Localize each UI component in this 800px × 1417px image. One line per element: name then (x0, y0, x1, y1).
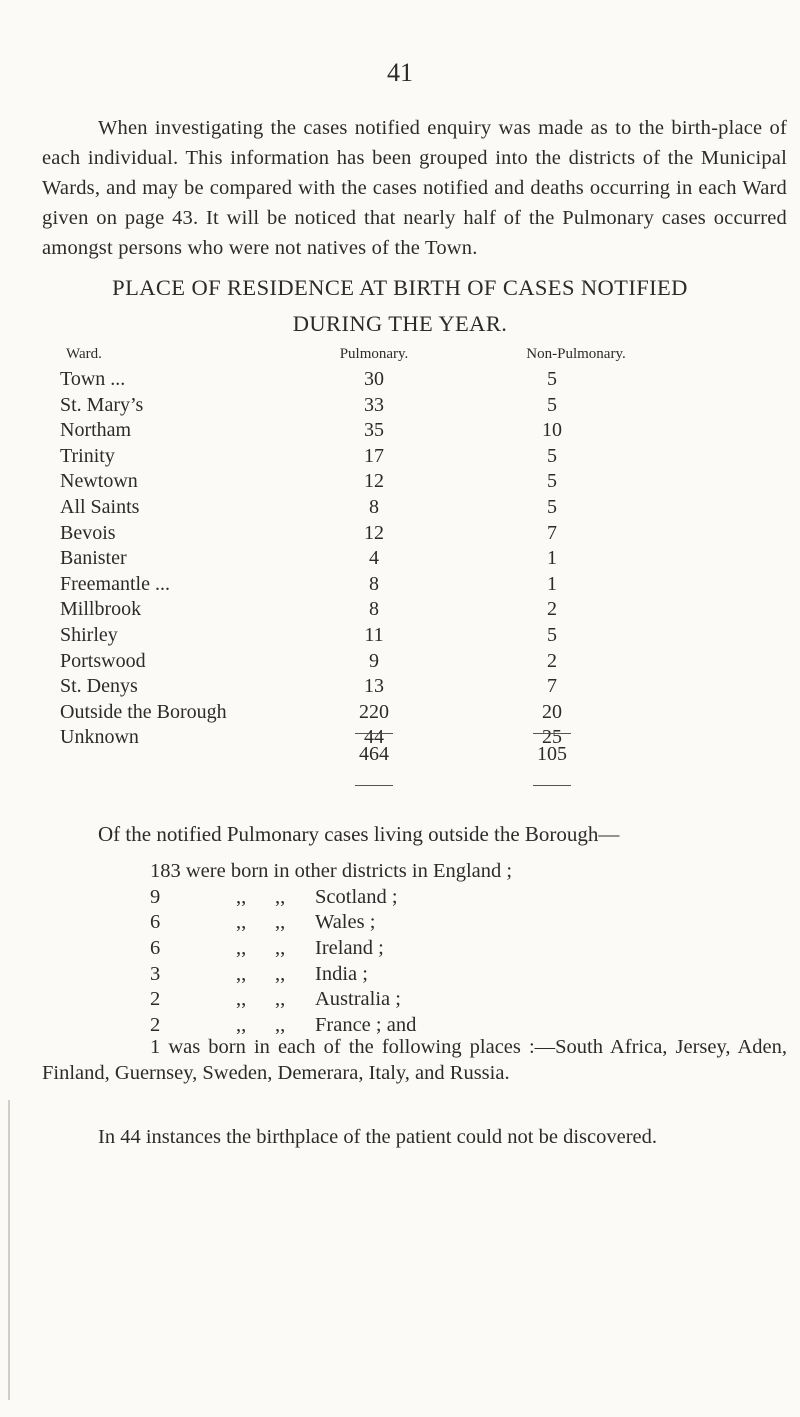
birthplace-name: France ; and (315, 1014, 417, 1037)
non-pulmonary-count: 5 (547, 470, 557, 493)
ward-name: St. Mary’s (60, 393, 144, 416)
non-pulmonary-count: 1 (547, 547, 557, 570)
pulmonary-count: 8 (369, 495, 379, 518)
birthplace-count: 9 (150, 885, 161, 908)
ward-name: Freemantle ... (60, 572, 170, 595)
pulmonary-count: 9 (369, 649, 379, 672)
non-pulmonary-count: 5 (547, 368, 557, 390)
non-pulmonary-count: 2 (547, 649, 557, 672)
page-number: 41 (387, 58, 413, 87)
intro-paragraph: When investigating the cases notified enquiry was made as to the birth-place of each individual. This information has been grouped into the districts of the Municipal Wards, and may be compared with the cases notified and deaths occurring in each Ward given on page 43. It will be noticed that nearly half of the Pulmonary cases occurred amongst persons who were not natives of the Town. (42, 117, 787, 259)
header-non-pulmonary: Non-Pulmonary. (526, 346, 626, 362)
outside-borough-paragraph: Of the notified Pulmonary cases living outside the Borough— (98, 822, 620, 846)
pulmonary-count: 220 (359, 700, 389, 723)
pulmonary-count: 44 (364, 726, 384, 749)
birthplace-count: 3 (150, 962, 161, 985)
pulmonary-rule-bottom (355, 785, 393, 786)
pulmonary-count: 33 (364, 393, 384, 416)
ditto-mark: ,, (236, 911, 247, 934)
non-pulmonary-count: 5 (547, 444, 557, 467)
pulmonary-count: 11 (364, 623, 384, 646)
birthplace-item-england: 183 were born in other districts in England ; (150, 860, 513, 882)
birthplace-item (150, 911, 512, 937)
non-pulmonary-count: 7 (547, 675, 557, 698)
non-pulmonary-count: 1 (547, 572, 557, 595)
table-header-row (60, 346, 780, 368)
table-row (60, 496, 780, 522)
ward-name: Town ... (60, 368, 126, 390)
non-pulmonary-count: 2 (547, 598, 557, 621)
table-row (60, 368, 780, 394)
non-pulmonary-count: 10 (542, 419, 562, 442)
non-pulmonary-count: 25 (542, 726, 562, 749)
ditto-mark: ,, (236, 988, 247, 1011)
birthplace-count: 2 (150, 1014, 161, 1037)
pulmonary-rule-top (355, 733, 393, 734)
birthplace-name: India ; (315, 962, 368, 985)
non-pulmonary-count: 20 (542, 700, 562, 723)
table-row (60, 419, 780, 445)
ditto-mark: ,, (236, 937, 247, 960)
birthplace-table (60, 346, 780, 752)
ward-name: Outside the Borough (60, 700, 227, 723)
pulmonary-count: 13 (364, 675, 384, 698)
table-row (60, 445, 780, 471)
non-pulmonary-count: 5 (547, 495, 557, 518)
ward-name: Northam (60, 419, 132, 442)
birthplace-item (150, 886, 512, 912)
ward-name: Portswood (60, 649, 146, 672)
pulmonary-count: 4 (369, 547, 379, 570)
birthplace-count: 6 (150, 937, 161, 960)
table-row (60, 394, 780, 420)
ditto-mark: ,, (236, 962, 247, 985)
table-subheading: DURING THE YEAR. (292, 311, 508, 336)
ditto-mark: ,, (275, 962, 286, 985)
ward-name: Newtown (60, 470, 138, 493)
ward-name: Millbrook (60, 598, 142, 621)
pulmonary-count: 17 (364, 444, 384, 467)
header-ward: Ward. (66, 346, 102, 362)
birthplace-count: 2 (150, 988, 161, 1011)
table-body (60, 368, 780, 752)
total-pulmonary: 464 (359, 743, 389, 765)
non-pulmonary-count: 7 (547, 521, 557, 544)
pulmonary-count: 12 (364, 521, 384, 544)
table-heading: PLACE OF RESIDENCE AT BIRTH OF CASES NOTIFIED (112, 275, 688, 300)
pulmonary-count: 8 (369, 572, 379, 595)
birthplace-item (150, 963, 512, 989)
non-pulmonary-rule-bottom (533, 785, 571, 786)
pulmonary-count: 35 (364, 419, 384, 442)
ditto-mark: ,, (236, 885, 247, 908)
ditto-mark: ,, (275, 1014, 286, 1037)
table-row (60, 650, 780, 676)
non-pulmonary-count: 5 (547, 393, 557, 416)
table-row (60, 675, 780, 701)
ditto-mark: ,, (236, 1014, 247, 1037)
ditto-mark: ,, (275, 885, 286, 908)
table-row (60, 573, 780, 599)
birthplace-list (150, 860, 512, 1040)
page-edge-shadow (8, 1100, 10, 1400)
ward-name: Banister (60, 547, 127, 570)
ward-name: St. Denys (60, 675, 138, 698)
header-pulmonary: Pulmonary. (339, 346, 409, 362)
birthplace-name: Ireland ; (315, 937, 384, 960)
total-non-pulmonary: 105 (537, 743, 567, 765)
birthplace-item (150, 937, 512, 963)
pulmonary-count: 8 (369, 598, 379, 621)
table-row (60, 547, 780, 573)
birthplace-count: 6 (150, 911, 161, 934)
birthplace-name: Wales ; (315, 911, 376, 934)
ward-name: Shirley (60, 623, 118, 646)
table-row (60, 470, 780, 496)
birthplace-name: Scotland ; (315, 885, 398, 908)
ditto-mark: ,, (275, 988, 286, 1011)
table-row (60, 701, 780, 727)
ditto-mark: ,, (275, 937, 286, 960)
table-row (60, 598, 780, 624)
ward-name: All Saints (60, 495, 140, 518)
ward-name: Bevois (60, 521, 116, 544)
birthplace-name: Australia ; (315, 988, 401, 1011)
non-pulmonary-count: 5 (547, 623, 557, 646)
ward-name: Trinity (60, 444, 115, 467)
unknown-birthplace-paragraph: In 44 instances the birthplace of the patient could not be discovered. (98, 1126, 658, 1148)
birthplace-item (150, 988, 512, 1014)
table-row (60, 624, 780, 650)
table-row (60, 522, 780, 548)
other-places-paragraph: 1 was born in each of the following places :—South Africa, Jersey, Aden, Finland, Guernsey, Sweden, Demerara, Italy, and Russia. (42, 1036, 787, 1084)
pulmonary-count: 30 (364, 368, 384, 390)
ward-name: Unknown (60, 726, 139, 749)
ditto-mark: ,, (275, 911, 286, 934)
birthplace-items (150, 886, 512, 1040)
totals-row (60, 743, 780, 773)
non-pulmonary-rule-top (533, 733, 571, 734)
pulmonary-count: 12 (364, 470, 384, 493)
